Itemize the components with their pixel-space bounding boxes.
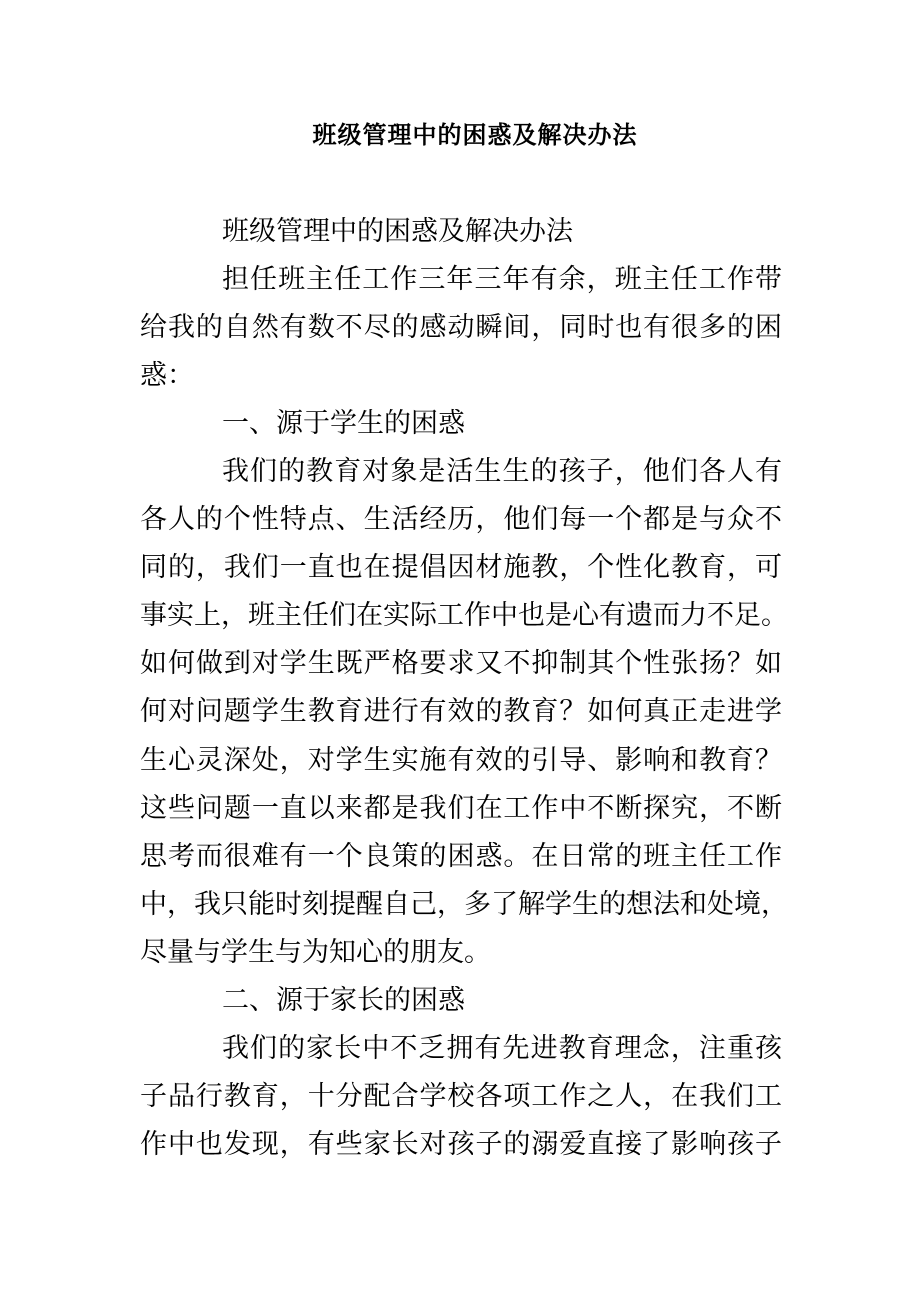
paragraph-line: 何对问题学生教育进行有效的教育？如何真正走进学 [140, 696, 782, 728]
paragraph-line: 二、源于家长的困惑 [222, 984, 465, 1016]
paragraph-line: 给我的自然有数不尽的感动瞬间，同时也有很多的困 [140, 312, 782, 344]
paragraph-line: 惑： [140, 360, 194, 392]
paragraph-line: 作中也发现，有些家长对孩子的溺爱直接了影响孩子 [140, 1128, 782, 1160]
paragraph-line: 思考而很难有一个良策的困惑。在日常的班主任工作 [140, 840, 782, 872]
paragraph-line: 这些问题一直以来都是我们在工作中不断探究，不断 [140, 792, 782, 824]
paragraph-line: 子品行教育，十分配合学校各项工作之人，在我们工 [140, 1080, 782, 1112]
paragraph-line: 一、源于学生的困惑 [222, 408, 465, 440]
paragraph-line: 我们的教育对象是活生生的孩子，他们各人有 [222, 456, 782, 488]
section-heading-students [140, 400, 782, 448]
paragraph-line: 生心灵深处，对学生实施有效的引导、影响和教育？ [140, 744, 782, 776]
paragraph-line: 我们的家长中不乏拥有先进教育理念，注重孩 [222, 1032, 782, 1064]
document-title: 班级管理中的困惑及解决办法 [312, 121, 638, 149]
paragraph-intro [140, 256, 782, 400]
section-heading-parents [140, 977, 782, 1025]
paragraph-line: 中，我只能时刻提醒自己，多了解学生的想法和处境， [140, 888, 788, 920]
paragraph-line: 同的，我们一直也在提倡因材施教，个性化教育，可 [140, 552, 782, 584]
paragraph-line: 班级管理中的困惑及解决办法 [222, 216, 573, 247]
paragraph-line: 事实上，班主任们在实际工作中也是心有遗而力不足。 [140, 600, 788, 632]
paragraph-parents [140, 1025, 782, 1169]
paragraph-line: 各人的个性特点、生活经历，他们每一个都是与众不 [140, 504, 782, 536]
paragraph-line: 担任班主任工作三年三年有余，班主任工作带 [222, 264, 782, 296]
paragraph-subtitle [140, 208, 782, 256]
paragraph-students [140, 448, 788, 977]
document-body [140, 208, 788, 1169]
paragraph-line: 如何做到对学生既严格要求又不抑制其个性张扬？如 [140, 648, 782, 680]
paragraph-line: 尽量与学生与为知心的朋友。 [140, 936, 491, 968]
